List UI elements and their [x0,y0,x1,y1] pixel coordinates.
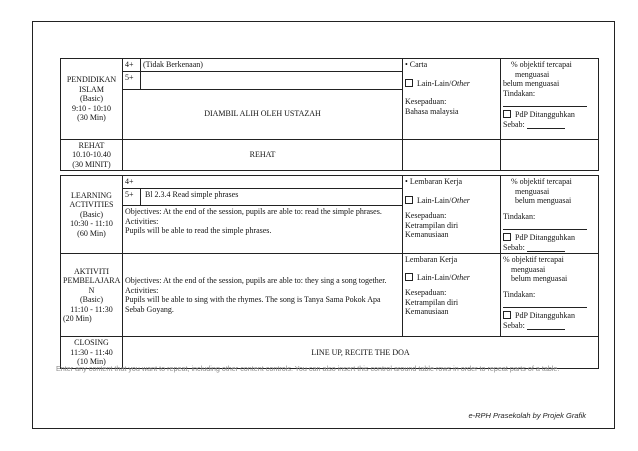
integration-label: Kesepaduan: [405,288,447,297]
subject-name: PENDIDIKAN ISLAM [66,75,117,94]
standard-cell: Bl 2.3.4 Read simple phrases [141,188,403,205]
other-label-em: Other [451,272,470,282]
age-cell: 5+ [123,71,141,89]
age-cell: 5+ [123,188,141,205]
closing-duration: (10 Min) [77,357,106,366]
subject-duration: (30 Min) [77,113,106,122]
checkbox-icon[interactable] [405,196,413,204]
subject-name: N [88,285,95,295]
reason-line[interactable] [527,121,565,129]
subject-level: (Basic) [79,295,104,304]
subject-cell [61,176,123,254]
empty-cell [403,139,501,171]
integration-label: Kesepaduan: [405,97,447,106]
checkbox-icon[interactable] [405,273,413,281]
objective-not-mastered: belum menguasai [503,79,560,88]
closing-content: LINE UP, RECITE THE DOA [123,337,599,369]
objective-not-mastered: belum menguasai [515,196,572,205]
age-cell: 4+ [123,59,141,72]
subject-cell [61,59,123,140]
objective-mastered: menguasai [515,186,550,196]
other-label: Lain-Lain/ [417,78,452,88]
reason-label: Sebab: [503,320,525,330]
subject-time: 9:10 - 10:10 [71,103,112,113]
integration-value: Kemanusiaan [405,307,449,316]
objective-mastered: menguasai [515,69,550,79]
objective-cell [501,176,599,254]
postpone-option[interactable] [503,233,596,243]
subject-cell [61,254,123,337]
subject-level: (Basic) [79,94,104,103]
other-label: Lain-Lain/ [417,272,452,282]
reason-line[interactable] [527,322,565,330]
objective-label: % objektif tercapai [511,60,572,69]
checkbox-icon[interactable] [503,233,511,241]
content-cell: DIAMBIL ALIH OLEH USTAZAH [123,89,403,139]
lesson-activities-label: Activities: [125,285,159,295]
postpone-option[interactable] [503,311,596,321]
subject-time: 11:10 - 11:30 [70,304,113,314]
lesson-activities-label: Activities: [125,216,159,226]
break-title: REHAT [78,140,105,150]
empty-cell [501,139,599,171]
material-cell [403,59,501,140]
closing-time: 11:30 - 11:40 [70,347,113,357]
postpone-label: PdP Ditangguhkan [515,311,575,320]
action-line[interactable] [503,221,587,230]
schedule-table-1 [60,58,599,171]
objective-not-mastered: belum menguasai [511,274,568,283]
material-cell [403,176,501,254]
break-time: 10.10-10.40 [72,150,111,159]
checkbox-icon[interactable] [405,79,413,87]
age-note-cell: (Tidak Berkenaan) [141,59,403,72]
schedule-table-2 [60,175,599,369]
lesson-objectives: Objectives: At the end of the session, pupils are able to: read the simple phrases. [125,207,382,217]
integration-value: Bahasa malaysia [405,106,459,116]
lesson-objectives: Objectives: At the end of the session, pupils are able to: they sing a song together. [125,276,387,285]
reason-line[interactable] [527,244,565,252]
integration-value: Ketrampilan diri [405,220,459,230]
objective-label: % objektif tercapai [511,177,572,186]
break-content: REHAT [123,139,403,171]
postpone-option[interactable] [503,110,596,120]
reason-field[interactable] [503,243,596,253]
subject-duration: (20 Min) [63,314,92,323]
action-label: Tindakan: [503,211,536,221]
checkbox-icon[interactable] [503,311,511,319]
objective-label: % objektif tercapai [503,255,564,264]
action-line[interactable] [503,299,587,308]
action-line[interactable] [503,98,587,107]
closing-title: CLOSING [74,338,109,347]
subject-name: PEMBELAJARA [63,276,121,285]
footer-credit: e-RPH Prasekolah by Projek Grafik [468,411,586,420]
reason-label: Sebab: [503,119,525,129]
material-item: • Lembaran Kerja [405,177,463,186]
subject-time: 10:30 - 11:10 [70,219,113,229]
objective-mastered: menguasai [511,264,546,274]
repeat-control-hint: Enter any content that you want to repeat, including other content controls. You can also insert this control around table rows in order to repeat parts of a table. [56,364,560,373]
lesson-activities: Pupils will be able to sing with the rhymes. The song is Tanya Sama Pokok Apa Sebab Goyang. [125,295,381,314]
postpone-label: PdP Ditangguhkan [515,110,575,119]
postpone-label: PdP Ditangguhkan [515,233,575,242]
subject-name: AKTIVITI [73,266,110,276]
objective-cell [501,254,599,337]
lesson-activities: Pupils will be able to read the simple phrases. [125,226,272,236]
other-option[interactable] [405,196,498,206]
checkbox-icon[interactable] [503,110,511,118]
lesson-cell [123,254,403,337]
integration-value: Kemanusiaan [405,230,449,239]
break-cell [61,139,123,171]
other-label-em: Other [451,78,470,88]
objective-cell [501,59,599,140]
break-duration: (30 MINIT) [72,159,111,169]
subject-duration: (60 Min) [77,228,106,238]
action-label: Tindakan: [503,289,536,299]
other-option[interactable] [405,273,498,283]
lesson-cell [123,206,403,254]
material-cell [403,254,501,337]
reason-label: Sebab: [503,242,525,252]
subject-name: LEARNING ACTIVITIES [69,190,114,210]
other-label: Lain-Lain/ [417,195,452,205]
integration-label: Kesepaduan: [405,211,447,220]
age-cell: 4+ [123,176,403,189]
action-label: Tindakan: [503,88,536,98]
material-item: Lembaran Kerja [405,255,458,264]
material-item: • Carta [405,60,428,69]
other-option[interactable] [405,79,498,89]
integration-value: Ketrampilan diri [405,297,459,307]
subject-level: (Basic) [79,209,104,219]
reason-field[interactable] [503,120,596,130]
reason-field[interactable] [503,321,596,331]
empty-cell [141,71,403,89]
other-label-em: Other [451,195,470,205]
